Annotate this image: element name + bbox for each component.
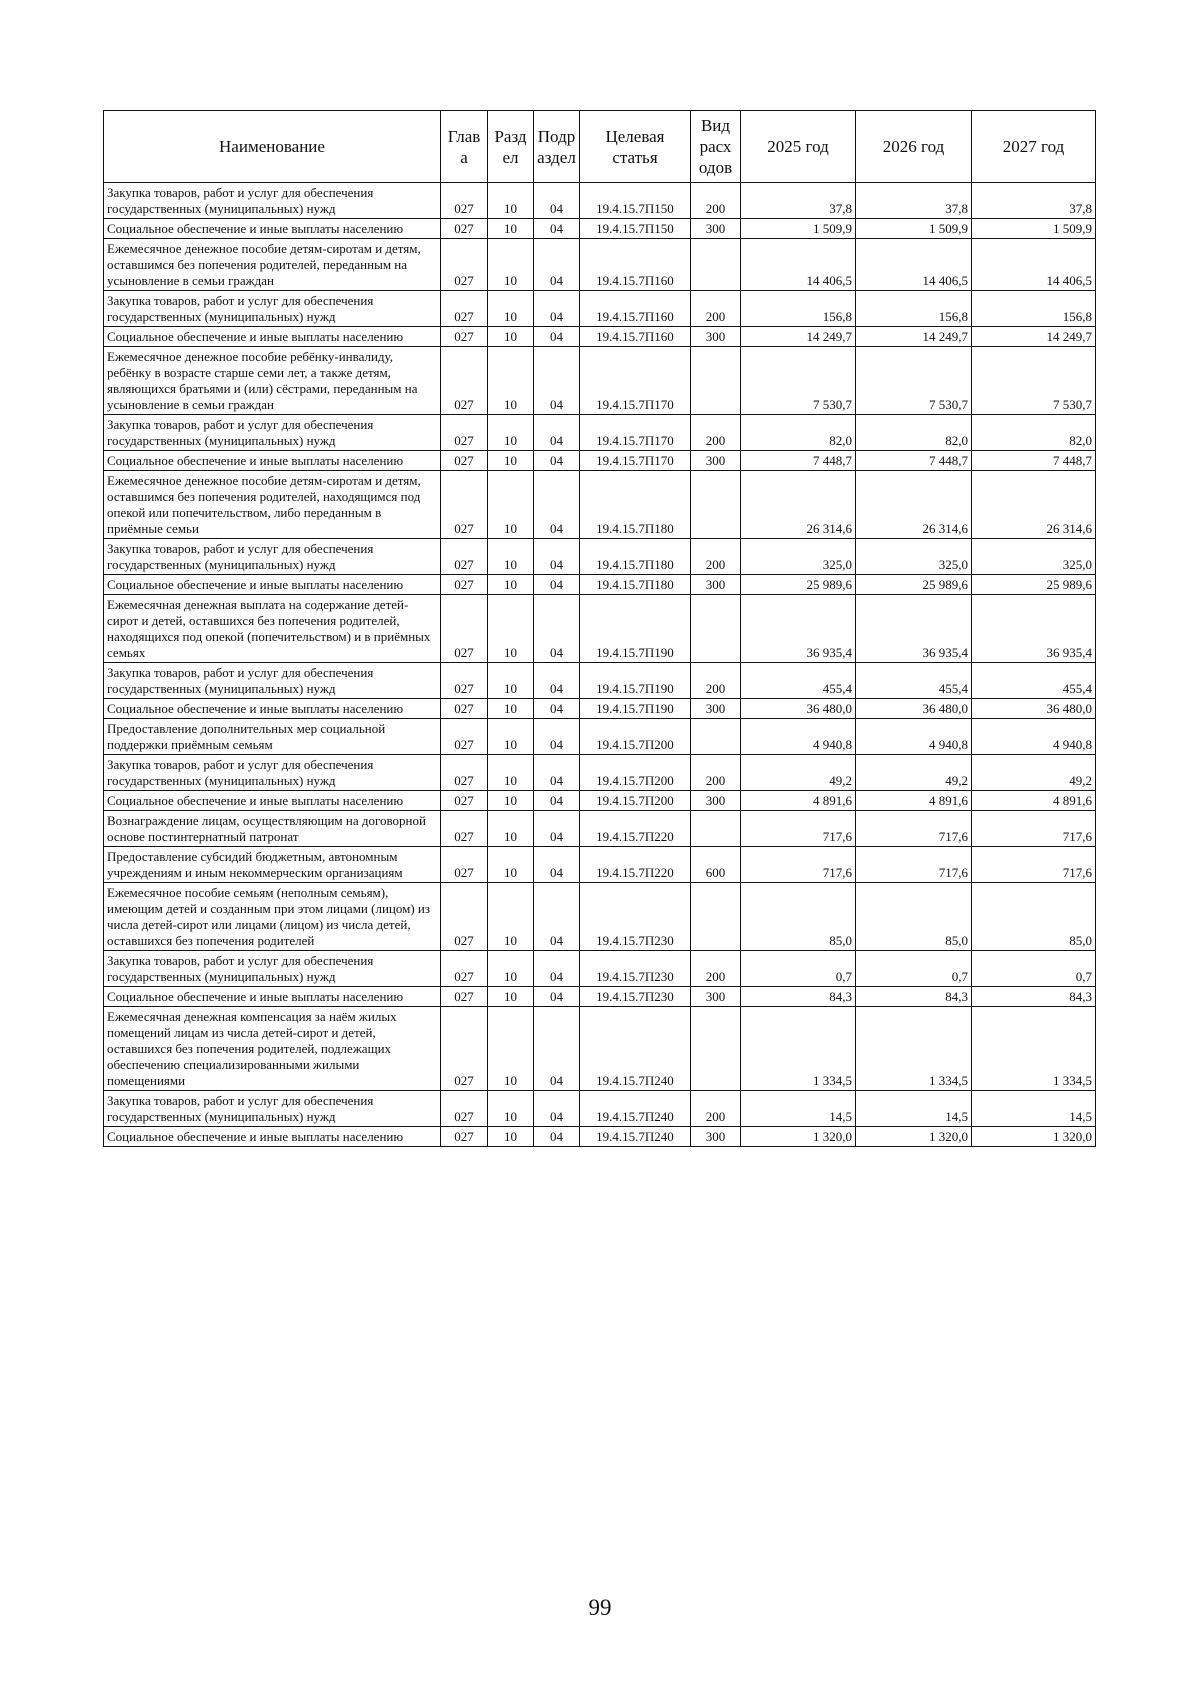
header-2027: 2027 год	[972, 111, 1096, 183]
cell-podrazdel: 04	[534, 847, 580, 883]
cell-name: Социальное обеспечение и иные выплаты населению	[104, 327, 441, 347]
cell-vid	[691, 1007, 741, 1091]
cell-podrazdel: 04	[534, 791, 580, 811]
cell-target: 19.4.15.7П230	[580, 883, 691, 951]
cell-2027: 25 989,6	[972, 575, 1096, 595]
cell-2026: 36 480,0	[856, 699, 972, 719]
cell-glava: 027	[441, 699, 488, 719]
table-row	[104, 575, 1096, 595]
cell-2026: 82,0	[856, 415, 972, 451]
cell-glava: 027	[441, 595, 488, 663]
cell-2025: 1 509,9	[741, 219, 856, 239]
cell-2027: 14 249,7	[972, 327, 1096, 347]
cell-2026: 4 891,6	[856, 791, 972, 811]
cell-target: 19.4.15.7П220	[580, 811, 691, 847]
cell-2026: 156,8	[856, 291, 972, 327]
table-row	[104, 183, 1096, 219]
cell-podrazdel: 04	[534, 1127, 580, 1147]
cell-vid: 300	[691, 791, 741, 811]
table-row	[104, 951, 1096, 987]
cell-vid: 200	[691, 291, 741, 327]
cell-vid: 200	[691, 539, 741, 575]
cell-name: Закупка товаров, работ и услуг для обеспечения государственных (муниципальных) нужд	[104, 415, 441, 451]
cell-2027: 84,3	[972, 987, 1096, 1007]
cell-2026: 37,8	[856, 183, 972, 219]
cell-2025: 14 406,5	[741, 239, 856, 291]
cell-razdel: 10	[488, 1127, 534, 1147]
cell-podrazdel: 04	[534, 719, 580, 755]
table-row	[104, 239, 1096, 291]
cell-name: Вознаграждение лицам, осуществляющим на договорной основе постинтернатный патронат	[104, 811, 441, 847]
cell-podrazdel: 04	[534, 755, 580, 791]
cell-2027: 1 334,5	[972, 1007, 1096, 1091]
cell-glava: 027	[441, 183, 488, 219]
cell-2027: 37,8	[972, 183, 1096, 219]
table-row	[104, 663, 1096, 699]
cell-name: Ежемесячная денежная выплата на содержание детей-сирот и детей, оставшихся без попечения родителей, находящихся под опекой (попечительством) и в приёмных семьях	[104, 595, 441, 663]
cell-2025: 84,3	[741, 987, 856, 1007]
cell-2026: 25 989,6	[856, 575, 972, 595]
cell-2025: 1 334,5	[741, 1007, 856, 1091]
cell-2026: 85,0	[856, 883, 972, 951]
cell-glava: 027	[441, 755, 488, 791]
table-row	[104, 847, 1096, 883]
cell-razdel: 10	[488, 451, 534, 471]
cell-vid: 200	[691, 1091, 741, 1127]
cell-2026: 455,4	[856, 663, 972, 699]
cell-target: 19.4.15.7П170	[580, 347, 691, 415]
cell-2027: 14 406,5	[972, 239, 1096, 291]
cell-glava: 027	[441, 219, 488, 239]
cell-2027: 26 314,6	[972, 471, 1096, 539]
cell-vid	[691, 595, 741, 663]
cell-podrazdel: 04	[534, 471, 580, 539]
table-header-row	[104, 111, 1096, 183]
cell-name: Закупка товаров, работ и услуг для обеспечения государственных (муниципальных) нужд	[104, 755, 441, 791]
cell-2026: 7 448,7	[856, 451, 972, 471]
cell-glava: 027	[441, 847, 488, 883]
cell-vid: 300	[691, 219, 741, 239]
cell-2026: 717,6	[856, 847, 972, 883]
table-row	[104, 987, 1096, 1007]
cell-target: 19.4.15.7П190	[580, 663, 691, 699]
cell-podrazdel: 04	[534, 699, 580, 719]
cell-2025: 82,0	[741, 415, 856, 451]
cell-glava: 027	[441, 471, 488, 539]
cell-glava: 027	[441, 951, 488, 987]
cell-target: 19.4.15.7П170	[580, 451, 691, 471]
cell-podrazdel: 04	[534, 327, 580, 347]
cell-podrazdel: 04	[534, 987, 580, 1007]
cell-podrazdel: 04	[534, 951, 580, 987]
cell-target: 19.4.15.7П230	[580, 951, 691, 987]
cell-2027: 7 448,7	[972, 451, 1096, 471]
cell-vid: 300	[691, 987, 741, 1007]
table-row	[104, 451, 1096, 471]
cell-target: 19.4.15.7П230	[580, 987, 691, 1007]
cell-glava: 027	[441, 347, 488, 415]
table-row	[104, 327, 1096, 347]
header-razdel: Разд ел	[488, 111, 534, 183]
cell-razdel: 10	[488, 811, 534, 847]
cell-2027: 4 940,8	[972, 719, 1096, 755]
cell-glava: 027	[441, 539, 488, 575]
cell-glava: 027	[441, 811, 488, 847]
cell-name: Ежемесячное денежное пособие детям-сиротам и детям, оставшимся без попечения родителей, находящимся под опекой или попечительством, либо переданным в приёмные семьи	[104, 471, 441, 539]
cell-2026: 49,2	[856, 755, 972, 791]
cell-razdel: 10	[488, 575, 534, 595]
cell-podrazdel: 04	[534, 539, 580, 575]
cell-podrazdel: 04	[534, 883, 580, 951]
cell-glava: 027	[441, 987, 488, 1007]
cell-glava: 027	[441, 663, 488, 699]
header-2026: 2026 год	[856, 111, 972, 183]
cell-2026: 0,7	[856, 951, 972, 987]
cell-2027: 4 891,6	[972, 791, 1096, 811]
cell-podrazdel: 04	[534, 1091, 580, 1127]
cell-glava: 027	[441, 719, 488, 755]
cell-razdel: 10	[488, 471, 534, 539]
cell-glava: 027	[441, 1007, 488, 1091]
cell-podrazdel: 04	[534, 1007, 580, 1091]
cell-razdel: 10	[488, 291, 534, 327]
cell-glava: 027	[441, 239, 488, 291]
cell-2027: 82,0	[972, 415, 1096, 451]
cell-2025: 717,6	[741, 811, 856, 847]
cell-glava: 027	[441, 791, 488, 811]
cell-target: 19.4.15.7П150	[580, 183, 691, 219]
cell-2026: 4 940,8	[856, 719, 972, 755]
cell-vid: 200	[691, 415, 741, 451]
cell-vid	[691, 719, 741, 755]
cell-2026: 7 530,7	[856, 347, 972, 415]
cell-target: 19.4.15.7П240	[580, 1091, 691, 1127]
cell-vid: 600	[691, 847, 741, 883]
table-row	[104, 811, 1096, 847]
cell-target: 19.4.15.7П150	[580, 219, 691, 239]
cell-razdel: 10	[488, 327, 534, 347]
cell-name: Ежемесячное денежное пособие ребёнку-инвалиду, ребёнку в возрасте старше семи лет, а также детям, являющихся братьями и (или) сёстрами, переданным на усыновление в семьи граждан	[104, 347, 441, 415]
cell-2026: 1 320,0	[856, 1127, 972, 1147]
cell-glava: 027	[441, 291, 488, 327]
cell-vid: 300	[691, 451, 741, 471]
cell-razdel: 10	[488, 219, 534, 239]
cell-2025: 717,6	[741, 847, 856, 883]
cell-target: 19.4.15.7П190	[580, 595, 691, 663]
cell-vid: 200	[691, 755, 741, 791]
cell-podrazdel: 04	[534, 663, 580, 699]
cell-name: Закупка товаров, работ и услуг для обеспечения государственных (муниципальных) нужд	[104, 1091, 441, 1127]
cell-target: 19.4.15.7П240	[580, 1127, 691, 1147]
cell-2025: 0,7	[741, 951, 856, 987]
cell-2027: 717,6	[972, 847, 1096, 883]
cell-podrazdel: 04	[534, 415, 580, 451]
cell-name: Социальное обеспечение и иные выплаты населению	[104, 1127, 441, 1147]
table-row	[104, 1091, 1096, 1127]
cell-razdel: 10	[488, 791, 534, 811]
cell-vid	[691, 239, 741, 291]
cell-glava: 027	[441, 1127, 488, 1147]
table-row	[104, 539, 1096, 575]
cell-2027: 0,7	[972, 951, 1096, 987]
cell-2027: 36 480,0	[972, 699, 1096, 719]
cell-2025: 1 320,0	[741, 1127, 856, 1147]
header-vid: Вид расх одов	[691, 111, 741, 183]
cell-vid	[691, 471, 741, 539]
cell-name: Закупка товаров, работ и услуг для обеспечения государственных (муниципальных) нужд	[104, 539, 441, 575]
cell-2027: 1 509,9	[972, 219, 1096, 239]
cell-2025: 49,2	[741, 755, 856, 791]
cell-razdel: 10	[488, 183, 534, 219]
cell-2025: 7 530,7	[741, 347, 856, 415]
header-podrazdel: Подр аздел	[534, 111, 580, 183]
cell-podrazdel: 04	[534, 595, 580, 663]
cell-2027: 455,4	[972, 663, 1096, 699]
cell-2027: 717,6	[972, 811, 1096, 847]
cell-razdel: 10	[488, 347, 534, 415]
cell-podrazdel: 04	[534, 219, 580, 239]
table-row	[104, 1007, 1096, 1091]
table-row	[104, 347, 1096, 415]
cell-target: 19.4.15.7П190	[580, 699, 691, 719]
table-row	[104, 415, 1096, 451]
cell-podrazdel: 04	[534, 451, 580, 471]
cell-2026: 14,5	[856, 1091, 972, 1127]
cell-2026: 1 334,5	[856, 1007, 972, 1091]
cell-2027: 1 320,0	[972, 1127, 1096, 1147]
cell-2025: 36 935,4	[741, 595, 856, 663]
cell-2027: 49,2	[972, 755, 1096, 791]
cell-glava: 027	[441, 327, 488, 347]
cell-podrazdel: 04	[534, 811, 580, 847]
cell-target: 19.4.15.7П180	[580, 575, 691, 595]
cell-2025: 85,0	[741, 883, 856, 951]
cell-2025: 325,0	[741, 539, 856, 575]
cell-glava: 027	[441, 1091, 488, 1127]
cell-2027: 85,0	[972, 883, 1096, 951]
cell-vid	[691, 811, 741, 847]
cell-name: Социальное обеспечение и иные выплаты населению	[104, 575, 441, 595]
cell-target: 19.4.15.7П240	[580, 1007, 691, 1091]
cell-name: Социальное обеспечение и иные выплаты населению	[104, 451, 441, 471]
table-row	[104, 471, 1096, 539]
cell-2026: 14 406,5	[856, 239, 972, 291]
cell-name: Социальное обеспечение и иные выплаты населению	[104, 791, 441, 811]
cell-2026: 1 509,9	[856, 219, 972, 239]
cell-2026: 325,0	[856, 539, 972, 575]
cell-2026: 14 249,7	[856, 327, 972, 347]
cell-razdel: 10	[488, 755, 534, 791]
cell-razdel: 10	[488, 239, 534, 291]
cell-target: 19.4.15.7П160	[580, 291, 691, 327]
cell-2025: 455,4	[741, 663, 856, 699]
cell-vid: 300	[691, 1127, 741, 1147]
cell-vid: 300	[691, 327, 741, 347]
cell-name: Предоставление дополнительных мер социальной поддержки приёмным семьям	[104, 719, 441, 755]
header-target: Целевая статья	[580, 111, 691, 183]
table-row	[104, 219, 1096, 239]
cell-name: Социальное обеспечение и иные выплаты населению	[104, 987, 441, 1007]
cell-name: Закупка товаров, работ и услуг для обеспечения государственных (муниципальных) нужд	[104, 183, 441, 219]
table-row	[104, 699, 1096, 719]
cell-name: Закупка товаров, работ и услуг для обеспечения государственных (муниципальных) нужд	[104, 291, 441, 327]
cell-name: Предоставление субсидий бюджетным, автономным учреждениям и иным некоммерческим организациям	[104, 847, 441, 883]
cell-2026: 84,3	[856, 987, 972, 1007]
cell-2027: 14,5	[972, 1091, 1096, 1127]
cell-razdel: 10	[488, 847, 534, 883]
cell-podrazdel: 04	[534, 291, 580, 327]
cell-podrazdel: 04	[534, 239, 580, 291]
table-row	[104, 883, 1096, 951]
cell-vid	[691, 347, 741, 415]
budget-table	[103, 110, 1096, 1147]
cell-razdel: 10	[488, 415, 534, 451]
table-row	[104, 291, 1096, 327]
cell-2025: 4 940,8	[741, 719, 856, 755]
cell-2025: 25 989,6	[741, 575, 856, 595]
cell-2025: 14 249,7	[741, 327, 856, 347]
table-row	[104, 791, 1096, 811]
cell-razdel: 10	[488, 595, 534, 663]
cell-2025: 4 891,6	[741, 791, 856, 811]
cell-target: 19.4.15.7П160	[580, 239, 691, 291]
cell-name: Социальное обеспечение и иные выплаты населению	[104, 699, 441, 719]
cell-2027: 7 530,7	[972, 347, 1096, 415]
cell-glava: 027	[441, 415, 488, 451]
cell-vid: 200	[691, 183, 741, 219]
table-body	[104, 183, 1096, 1147]
cell-target: 19.4.15.7П220	[580, 847, 691, 883]
cell-vid: 300	[691, 699, 741, 719]
cell-2026: 26 314,6	[856, 471, 972, 539]
cell-razdel: 10	[488, 987, 534, 1007]
header-2025: 2025 год	[741, 111, 856, 183]
cell-vid: 200	[691, 951, 741, 987]
cell-2026: 36 935,4	[856, 595, 972, 663]
cell-target: 19.4.15.7П160	[580, 327, 691, 347]
header-glava: Глав а	[441, 111, 488, 183]
cell-2025: 26 314,6	[741, 471, 856, 539]
cell-vid	[691, 883, 741, 951]
cell-name: Ежемесячная денежная компенсация за наём жилых помещений лицам из числа детей-сирот и детей, оставшихся без попечения родителей, подлежащих обеспечению специализированными жилыми помещениями	[104, 1007, 441, 1091]
page-number: 99	[588, 1595, 612, 1620]
cell-razdel: 10	[488, 663, 534, 699]
cell-podrazdel: 04	[534, 575, 580, 595]
cell-glava: 027	[441, 883, 488, 951]
cell-vid: 200	[691, 663, 741, 699]
cell-vid: 300	[691, 575, 741, 595]
cell-glava: 027	[441, 451, 488, 471]
cell-2025: 14,5	[741, 1091, 856, 1127]
cell-razdel: 10	[488, 1091, 534, 1127]
cell-razdel: 10	[488, 699, 534, 719]
table-row	[104, 1127, 1096, 1147]
cell-name: Социальное обеспечение и иные выплаты населению	[104, 219, 441, 239]
cell-2027: 156,8	[972, 291, 1096, 327]
cell-2025: 37,8	[741, 183, 856, 219]
cell-name: Ежемесячное пособие семьям (неполным семьям), имеющим детей и созданным при этом лицами (лицом) из числа детей-сирот или лицами (лицом) из числа детей, оставшихся без попечения родителей	[104, 883, 441, 951]
table-row	[104, 719, 1096, 755]
cell-name: Закупка товаров, работ и услуг для обеспечения государственных (муниципальных) нужд	[104, 663, 441, 699]
cell-razdel: 10	[488, 539, 534, 575]
table-row	[104, 755, 1096, 791]
cell-2027: 36 935,4	[972, 595, 1096, 663]
table-row	[104, 595, 1096, 663]
cell-razdel: 10	[488, 951, 534, 987]
header-name: Наименование	[104, 111, 441, 183]
cell-target: 19.4.15.7П200	[580, 791, 691, 811]
cell-2025: 156,8	[741, 291, 856, 327]
cell-2026: 717,6	[856, 811, 972, 847]
cell-name: Ежемесячное денежное пособие детям-сиротам и детям, оставшимся без попечения родителей, переданным на усыновление в семьи граждан	[104, 239, 441, 291]
cell-razdel: 10	[488, 719, 534, 755]
cell-target: 19.4.15.7П200	[580, 755, 691, 791]
cell-target: 19.4.15.7П180	[580, 539, 691, 575]
cell-target: 19.4.15.7П200	[580, 719, 691, 755]
cell-glava: 027	[441, 575, 488, 595]
cell-2025: 7 448,7	[741, 451, 856, 471]
cell-podrazdel: 04	[534, 183, 580, 219]
cell-podrazdel: 04	[534, 347, 580, 415]
cell-2025: 36 480,0	[741, 699, 856, 719]
cell-target: 19.4.15.7П180	[580, 471, 691, 539]
cell-target: 19.4.15.7П170	[580, 415, 691, 451]
cell-razdel: 10	[488, 1007, 534, 1091]
cell-name: Закупка товаров, работ и услуг для обеспечения государственных (муниципальных) нужд	[104, 951, 441, 987]
cell-2027: 325,0	[972, 539, 1096, 575]
cell-razdel: 10	[488, 883, 534, 951]
